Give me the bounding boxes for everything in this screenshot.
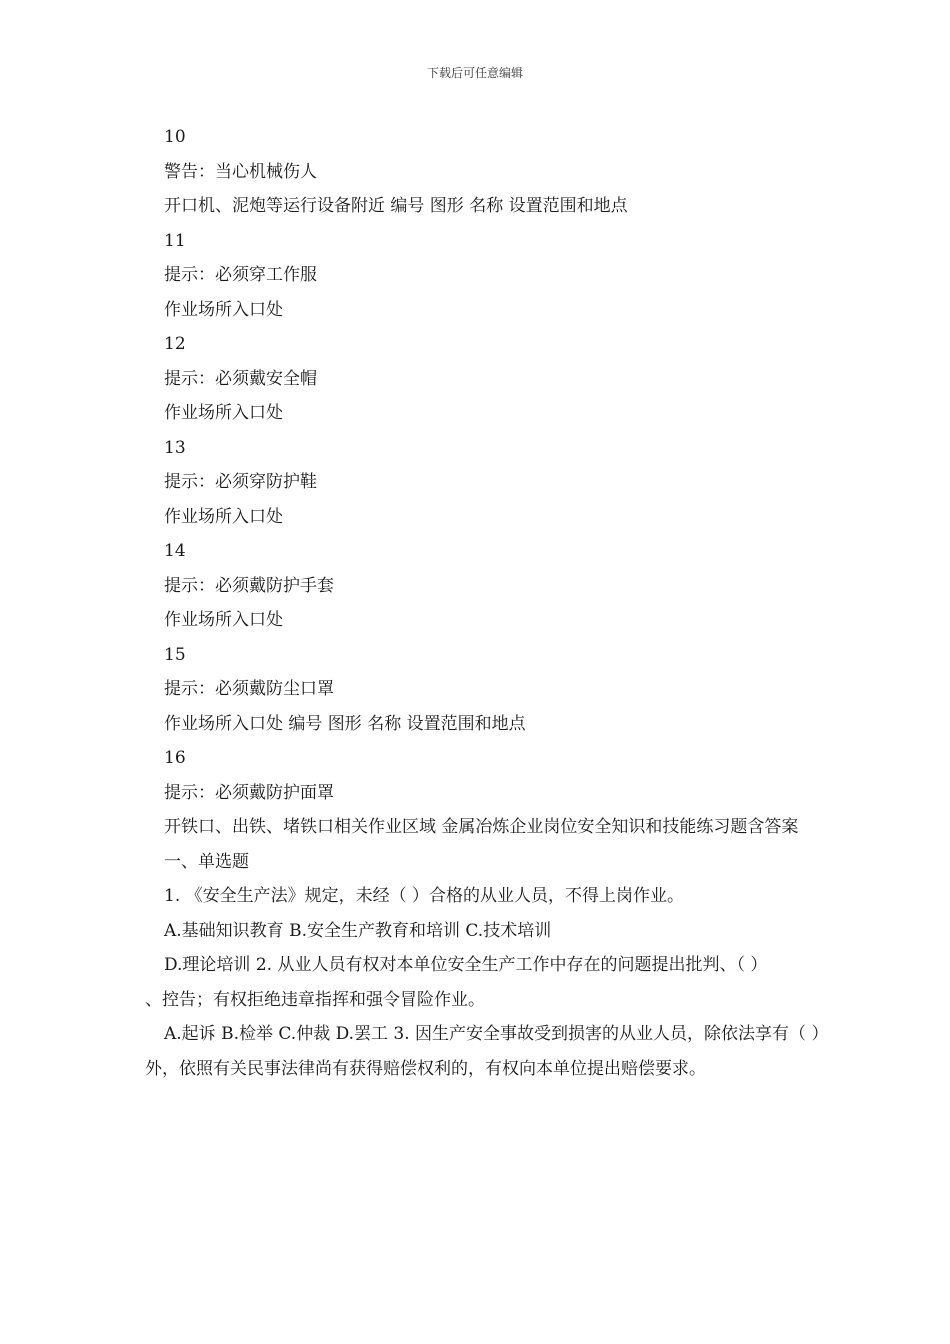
location-text: 作业场所入口处 [164,403,283,423]
sign-text: 提示：必须穿工作服 [164,265,317,285]
location-text: 作业场所入口处 编号 图形 名称 设置范围和地点 [164,713,526,734]
location-text: 作业场所入口处 [164,299,283,320]
question-text: A.起诉 B.检举 C.仲裁 D.罢工 3. 因生产安全事故受到损害的从业人员，除依法享有（ ）外，依照有关民事法律尚有获得赔偿权利的，有权向本单位提出赔偿要求。 [145,1024,820,1079]
section-title: 一、单选题 [164,851,249,872]
question-text: 、控告；有权拒绝违章指挥和强令冒险作业。 [145,989,485,1010]
sign-text: 提示：必须戴安全帽 [164,368,317,389]
item-number: 10 [164,127,186,147]
document-body [145,120,825,1086]
question-options: A.基础知识教育 B.安全生产教育和培训 C.技术培训 [164,920,552,941]
sign-text: 提示：必须戴防护面罩 [164,782,334,803]
question-text: 1. 《安全生产法》规定，未经（ ）合格的从业人员，不得上岗作业。 [164,886,685,906]
location-text: 作业场所入口处 [164,610,283,630]
sign-text: 提示：必须戴防护手套 [164,575,334,596]
item-number: 13 [164,437,186,458]
item-number: 14 [164,541,186,561]
question-text: D.理论培训 2. 从业人员有权对本单位安全生产工作中存在的问题提出批判、（ ） [164,955,768,975]
item-number: 12 [164,334,186,354]
item-number: 15 [164,644,186,665]
sign-text: 提示：必须戴防尘口罩 [164,679,334,699]
page-header-note: 下载后可任意编辑 [426,66,523,80]
item-number: 16 [164,748,186,768]
location-text: 开口机、泥炮等运行设备附近 编号 图形 名称 设置范围和地点 [164,196,628,216]
location-text: 作业场所入口处 [164,506,283,527]
item-number: 11 [164,230,186,251]
sign-text: 警告：当心机械伤人 [164,161,317,182]
paragraph-heading: 开铁口、出铁、堵铁口相关作业区域 金属冶炼企业岗位安全知识和技能练习题含答案 [164,817,799,837]
sign-text: 提示：必须穿防护鞋 [164,472,317,492]
